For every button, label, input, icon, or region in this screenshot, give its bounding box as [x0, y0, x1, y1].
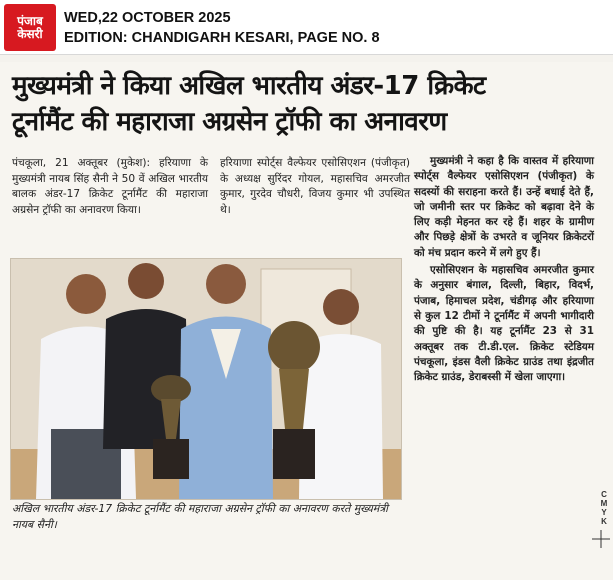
masthead-info	[64, 8, 380, 48]
column3-paragraph-1: मुख्यमंत्री ने कहा है कि वास्तव में हरियाणा स्पोर्ट्स वैल्फेयर एसोसिएशन (पंजीकृत) के सदस्यों की सराहना करते हैं। उन्हें बधाई देते हैं, जो जमीनी स्तर पर क्रिकेट को बढ़ावा देने के लिए कड़ी मेहनत कर रहे हैं। शहर के ग्रामीण और पिछड़े क्षेत्रों के उभरते व जूनियर क्रिकेटरों को मंच प्रदान करने में लगे हुए हैं।	[414, 155, 594, 259]
article-column-2: हरियाणा स्पोर्ट्स वैल्फेयर एसोसिएशन (पंजीकृत) के अध्यक्ष सुरिंदर गोयल, महासचिव अमरजीत कुमार, गुरदेव चौधरी, विजय कुमार भी उपस्थित थे।	[220, 157, 410, 216]
masthead-bar	[0, 0, 613, 55]
photo-caption: अखिल भारतीय अंडर-17 क्रिकेट टूर्नामैंट की महाराजा अग्रसेन ट्रॉफी का अनावरण करते मुख्यमंत्री नायब सैनी।	[12, 502, 388, 531]
print-mark-m: M	[600, 499, 608, 508]
article-column-3	[414, 154, 594, 387]
print-mark-y: Y	[601, 508, 607, 517]
print-mark-k: K	[601, 517, 607, 526]
registration-mark-icon	[592, 530, 610, 548]
logo-line1: पंजाब	[17, 13, 43, 28]
article-column-1: पंचकूला, 21 अक्तूबर (मुकेश): हरियाणा के मुख्यमंत्री नायब सिंह सैनी ने 50 वें अखिल भारतीय बालक अंडर-17 क्रिकेट टूर्नामैंट की महाराजा अग्रसेन ट्रॉफी का अनावरण किया।	[12, 157, 208, 216]
column3-paragraph-2: एसोसिएशन के महासचिव अमरजीत कुमार के अनुसार बंगाल, दिल्ली, बिहार, विदर्भ, पंजाब, हिमाचल प्रदेश, चंडीगढ़ और हरियाणा से कुल 12 टीमों ने टूर्नामैंट में अपनी भागीदारी की पुष्टि की है। यह टूर्नामैंट 23 से 31 अक्तूबर तक टी.डी.एल. क्रिकेट स्टेडियम पंचकूला, इंडस वैली क्रिकेट ग्राउंड तथा इंद्रजीत क्रिकेट ग्राउंड, डेराबस्सी में खेला जाएगा।	[414, 264, 594, 384]
headline-line2: टूर्नामैंट की महाराजा अग्रसेन ट्रॉफी का अनावरण	[12, 107, 447, 137]
article-photo	[10, 258, 402, 500]
edition-name: EDITION: CHANDIGARH KESARI, PAGE NO. 8	[64, 30, 380, 46]
logo-line2: केसरी	[17, 26, 43, 41]
punjab-kesari-logo	[4, 4, 56, 51]
photo-illustration	[11, 259, 401, 499]
edition-date: WED,22 OCTOBER 2025	[64, 10, 231, 26]
headline-line1: मुख्यमंत्री ने किया अखिल भारतीय अंडर-17 क्रिकेट	[12, 71, 486, 101]
print-mark-c: C	[601, 490, 607, 499]
article-headline	[12, 68, 608, 140]
